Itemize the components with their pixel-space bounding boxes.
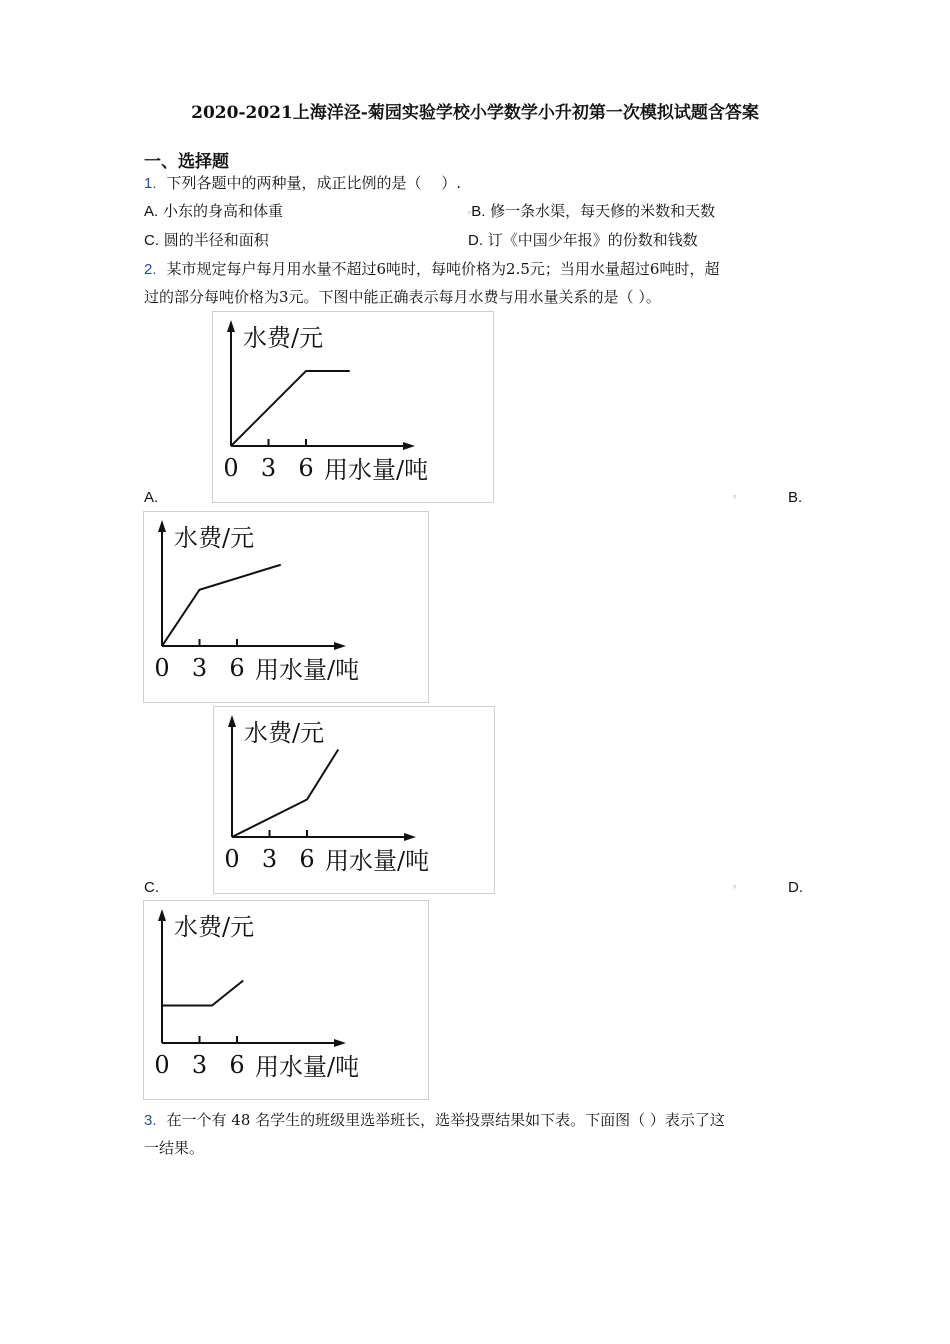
graph-option-c — [213, 706, 495, 894]
option-a — [144, 201, 283, 222]
option-c — [144, 230, 269, 251]
question-stem-line2: 一结果。 — [144, 1139, 205, 1157]
option-text: 修一条水渠，每天修的米数和天数 — [490, 202, 716, 220]
series-line — [232, 750, 338, 838]
tick-label: 0 — [224, 845, 240, 873]
anchor-mark: ᵑ — [733, 493, 737, 502]
question-stem-line1: 某市规定每户每月用水量不超过6吨时，每吨价格为2.5元；当用水量超过6吨时，超 — [166, 260, 720, 278]
option-label-c: C. — [144, 879, 159, 896]
y-axis-arrow — [228, 715, 236, 727]
question-3 — [144, 1110, 725, 1131]
option-letter: B. — [471, 203, 486, 220]
tick-label: 0 — [154, 1051, 170, 1079]
x-axis-label: 用水量/吨 — [255, 1053, 360, 1081]
option-letter: D. — [468, 232, 483, 249]
x-axis-label: 用水量/吨 — [324, 456, 429, 484]
y-axis-arrow — [158, 909, 166, 921]
x-axis-label: 用水量/吨 — [255, 656, 360, 684]
question-stem-line1: 在一个有 48 名学生的班级里选举班长，选举投票结果如下表。下面图（ ）表示了这 — [166, 1111, 725, 1129]
question-1 — [144, 173, 461, 194]
y-axis-arrow — [158, 520, 166, 532]
option-text: 订《中国少年报》的份数和钱数 — [487, 231, 698, 249]
tick-label: 3 — [191, 1051, 208, 1079]
option-text: 小东的身高和体重 — [162, 202, 283, 220]
graph-option-d — [143, 900, 429, 1100]
question-number: 3. — [144, 1112, 157, 1129]
x-axis-arrow — [403, 442, 415, 450]
graph-option-b — [143, 511, 429, 703]
tick-label: 0 — [223, 454, 239, 482]
section-heading: 一、选择题 — [144, 152, 229, 172]
option-letter: A. — [144, 203, 159, 220]
x-axis-label: 用水量/吨 — [325, 847, 430, 875]
tick-label: 6 — [229, 1051, 245, 1079]
option-text: 圆的半径和面积 — [163, 231, 269, 249]
tick-label: 6 — [299, 845, 315, 873]
option-d — [468, 230, 698, 251]
question-stem: 下列各题中的两种量，成正比例的是（ ）. — [166, 174, 462, 192]
option-label-d: D. — [788, 879, 803, 896]
tick-label: 3 — [261, 845, 278, 873]
option-letter: C. — [144, 232, 159, 249]
series-line — [162, 565, 281, 646]
tick-label: 3 — [260, 454, 277, 482]
y-axis-label: 水费/元 — [244, 719, 325, 747]
graph-option-a — [212, 311, 494, 503]
x-axis-arrow — [334, 1039, 346, 1047]
y-axis-label: 水费/元 — [243, 324, 324, 352]
x-axis-arrow — [334, 642, 346, 650]
series-line — [162, 981, 243, 1006]
option-b — [468, 201, 715, 224]
question-number: 1. — [144, 175, 157, 192]
y-axis-arrow — [227, 320, 235, 332]
x-axis-arrow — [404, 833, 416, 841]
anchor-mark: ᵖ — [468, 209, 472, 218]
question-2 — [144, 259, 719, 280]
tick-label: 0 — [154, 654, 170, 682]
option-label-a: A. — [144, 489, 159, 506]
y-axis-label: 水费/元 — [174, 913, 255, 941]
y-axis-label: 水费/元 — [174, 524, 255, 552]
tick-label: 6 — [298, 454, 314, 482]
tick-label: 6 — [229, 654, 245, 682]
page-title: 2020-2021上海洋泾-菊园实验学校小学数学小升初第一次模拟试题含答案 — [191, 103, 759, 123]
question-stem-line2: 过的部分每吨价格为3元。下图中能正确表示每月水费与用水量关系的是（ ）。 — [144, 288, 661, 306]
anchor-mark: ᵑ — [733, 883, 737, 892]
series-line — [231, 371, 350, 446]
option-label-b: B. — [788, 489, 803, 506]
question-number: 2. — [144, 261, 157, 278]
tick-label: 3 — [191, 654, 208, 682]
